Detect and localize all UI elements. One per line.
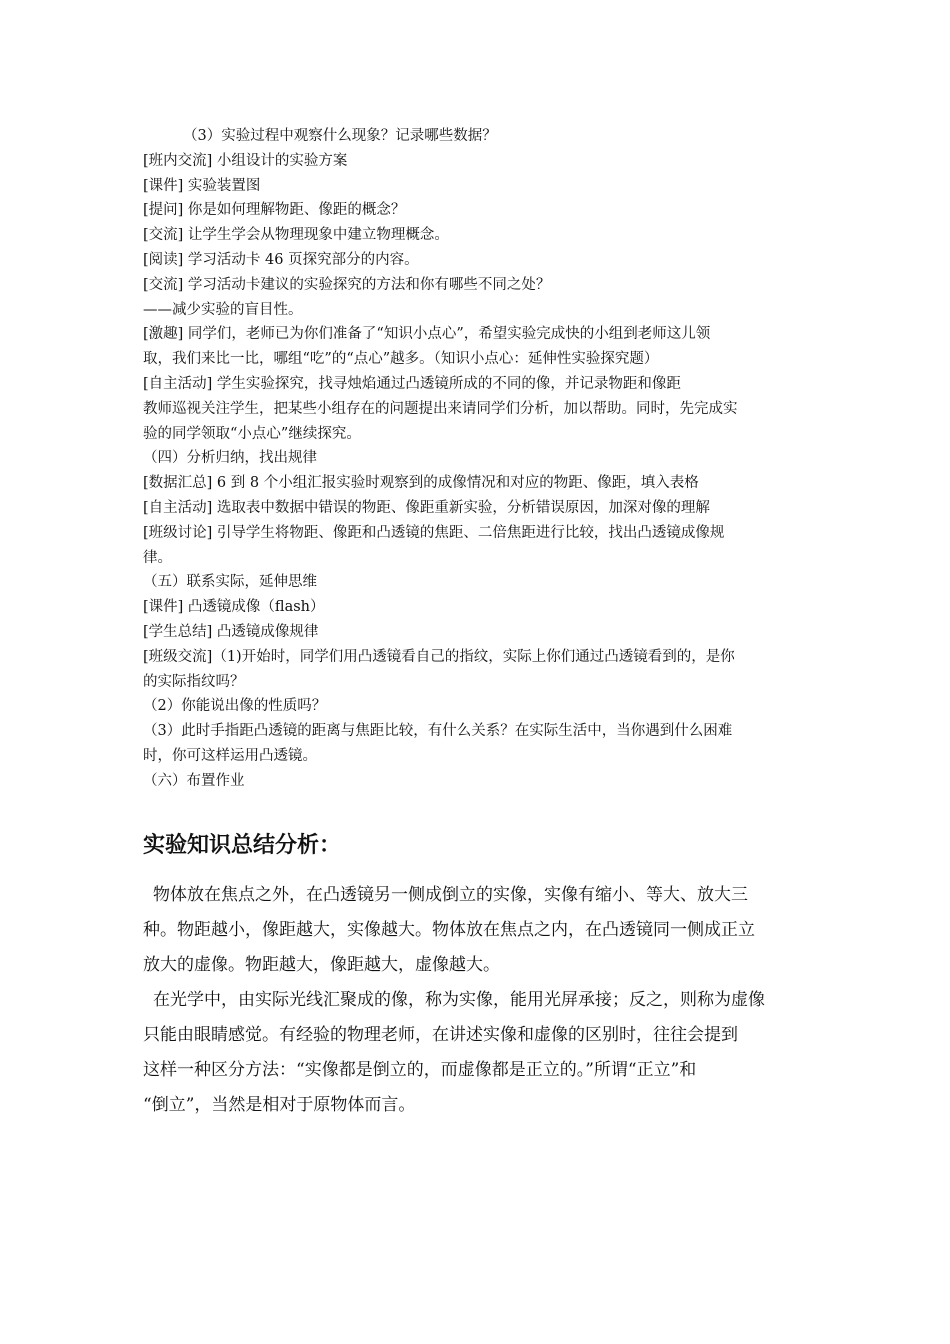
text-line: （2）你能说出像的性质吗？ <box>143 698 327 715</box>
text-line: [学生总结] 凸透镜成像规律 <box>143 623 319 640</box>
text-line: [班级交流]（1)开始时，同学们用凸透镜看自己的指纹，实际上你们通过凸透镜看到的，是你 <box>143 648 735 665</box>
text-line: （3）实验过程中观察什么现象？记录哪些数据？ <box>183 128 497 144</box>
summary-line: 这样一种区分方法：“实像都是倒立的，而虚像都是正立的。”所谓“正立”和 <box>143 1060 697 1080</box>
section-heading: （六）布置作业 <box>143 772 245 789</box>
lesson-content <box>143 124 813 794</box>
text-line: 取，我们来比一比，哪组“吃”的“点心”越多。（知识小点心：延伸性实验探究题） <box>143 351 659 368</box>
section-heading: （四）分析归纳，找出规律 <box>143 450 317 467</box>
summary-line: 只能由眼睛感觉。有经验的物理老师，在讲述实像和虚像的区别时，往往会提到 <box>143 1025 738 1045</box>
text-line: 验的同学领取“小点心”继续探究。 <box>143 425 361 442</box>
summary-content <box>143 878 813 1123</box>
text-line: ——减少实验的盲目性。 <box>143 301 303 318</box>
text-line: （3）此时手指距凸透镜的距离与焦距比较，有什么关系？在实际生活中，当你遇到什么困难 <box>143 723 733 740</box>
text-line: [班级讨论] 引导学生将物距、像距和凸透镜的焦距、二倍焦距进行比较，找出凸透镜成像规 <box>143 524 725 541</box>
text-line: [交流] 让学生学会从物理现象中建立物理概念。 <box>143 227 449 244</box>
text-line: [自主活动] 选取表中数据中错误的物距、像距重新实验，分析错误原因，加深对像的理解 <box>143 499 710 516</box>
text-line: 教师巡视关注学生，把某些小组存在的问题提出来请同学们分析，加以帮助。同时，先完成实 <box>143 400 738 417</box>
text-line: [交流] 学习活动卡建议的实验探究的方法和你有哪些不同之处？ <box>143 276 551 293</box>
text-line: [激趣] 同学们，老师已为你们准备了“知识小点心”，希望实验完成快的小组到老师这儿领 <box>143 326 711 343</box>
text-line: [课件] 凸透镜成像（flash） <box>143 599 325 616</box>
text-line: 时，你可这样运用凸透镜。 <box>143 747 317 764</box>
summary-line: 放大的虚像。物距越大，像距越大，虚像越大。 <box>143 955 500 975</box>
text-line: 的实际指纹吗？ <box>143 673 245 690</box>
text-line: [阅读] 学习活动卡 46 页探究部分的内容。 <box>143 251 419 268</box>
summary-heading: 实验知识总结分析： <box>143 833 342 858</box>
text-line: [提问] 你是如何理解物距、像距的概念？ <box>143 202 406 219</box>
summary-line: “倒立”，当然是相对于原物体而言。 <box>143 1095 416 1115</box>
summary-line: 在光学中，由实际光线汇聚成的像，称为实像，能用光屏承接；反之，则称为虚像 <box>153 990 765 1010</box>
text-line: [数据汇总] 6 到 8 个小组汇报实验时观察到的成像情况和对应的物距、像距，填入表格 <box>143 475 699 492</box>
section-heading: （五）联系实际，延伸思维 <box>143 574 317 591</box>
summary-line: 物体放在焦点之外，在凸透镜另一侧成倒立的实像，实像有缩小、等大、放大三 <box>153 885 748 905</box>
text-line: 律。 <box>143 549 172 566</box>
summary-line: 种。物距越小，像距越大，实像越大。物体放在焦点之内，在凸透镜同一侧成正立 <box>143 920 755 940</box>
text-line: [班内交流] 小组设计的实验方案 <box>143 152 348 169</box>
text-line: [课件] 实验装置图 <box>143 177 261 194</box>
text-line: [自主活动] 学生实验探究，找寻烛焰通过凸透镜所成的不同的像，并记录物距和像距 <box>143 375 681 392</box>
